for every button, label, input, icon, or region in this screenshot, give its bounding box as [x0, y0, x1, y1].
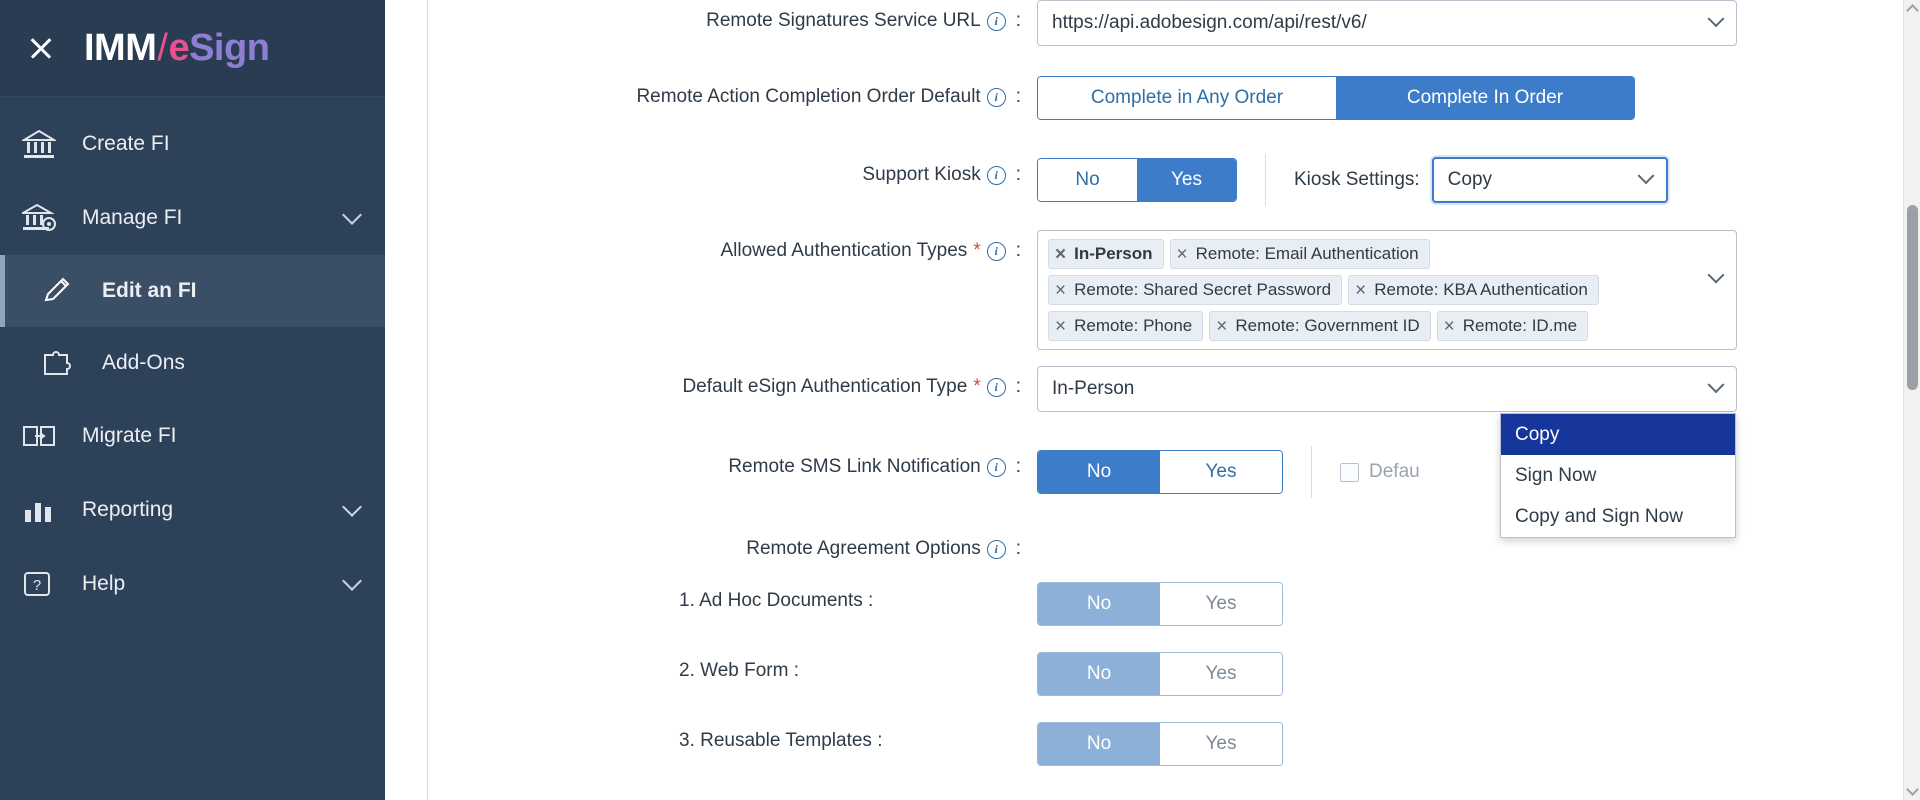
default-auth-value: In-Person	[1052, 378, 1135, 399]
label-default-auth	[567, 364, 1037, 400]
row-ad-hoc-documents	[567, 580, 1920, 642]
info-icon[interactable]: i	[987, 166, 1006, 185]
info-icon[interactable]: i	[987, 12, 1006, 31]
dropdown-item-copy-and-sign-now[interactable]: Copy and Sign Now	[1515, 505, 1683, 527]
label-text: Remote SMS Link Notification	[728, 456, 981, 477]
control-ad-hoc-documents	[1037, 580, 1283, 626]
label-colon: :	[1015, 240, 1021, 261]
svg-text:?: ?	[32, 577, 42, 594]
label-allowed-auth	[567, 228, 1037, 264]
label-colon: :	[1015, 164, 1021, 185]
completion-order-toggle	[1037, 76, 1635, 120]
auth-chip[interactable]	[1170, 239, 1430, 269]
sidebar	[0, 0, 385, 800]
logo-slash: /	[157, 26, 168, 69]
chip-label: Remote: Email Authentication	[1195, 244, 1419, 263]
label-support-kiosk	[567, 152, 1037, 188]
chip-label: Remote: Shared Secret Password	[1074, 280, 1332, 299]
service-url-select[interactable]	[1037, 0, 1737, 46]
control-default-auth	[1037, 364, 1737, 412]
remove-chip-icon[interactable]: ×	[1055, 279, 1067, 301]
sidebar-item-label: Help	[82, 572, 126, 595]
label-text: Remote Agreement Options	[746, 538, 981, 559]
label-reusable-templates: 3. Reusable Templates :	[679, 730, 883, 751]
kiosk-settings-label: Kiosk Settings:	[1294, 169, 1420, 190]
chip-label: Remote: ID.me	[1462, 316, 1578, 335]
chip-label: Remote: KBA Authentication	[1374, 280, 1588, 299]
logo-imm: IMM	[84, 26, 157, 69]
label-completion-order	[567, 74, 1037, 110]
chevron-down-icon[interactable]	[342, 571, 362, 591]
remove-chip-icon[interactable]: ×	[1443, 315, 1455, 337]
migrate-icon	[22, 422, 68, 450]
support-kiosk-option-no[interactable]: No	[1038, 159, 1137, 201]
bank-gear-icon	[22, 203, 68, 233]
dropdown-item-copy[interactable]: Copy	[1501, 414, 1735, 455]
row-service-url	[567, 0, 1920, 60]
control-web-form	[1037, 650, 1283, 696]
sidebar-item-help[interactable]	[0, 547, 385, 621]
web-form-toggle	[1037, 652, 1283, 696]
kiosk-settings-select[interactable]	[1432, 157, 1668, 203]
label-text: Remote Signatures Service URL	[706, 10, 981, 31]
auth-chip[interactable]	[1348, 275, 1599, 305]
label-text: Allowed Authentication Types	[720, 240, 968, 261]
web-form-option-yes[interactable]: Yes	[1160, 653, 1282, 695]
sms-default-checkbox-wrap[interactable]	[1340, 461, 1420, 483]
service-url-value: https://api.adobesign.com/api/rest/v6/	[1052, 12, 1367, 33]
support-kiosk-option-yes[interactable]: Yes	[1137, 159, 1236, 201]
scroll-up-icon[interactable]	[1906, 4, 1919, 17]
control-sms-link	[1037, 444, 1420, 498]
label-colon: :	[1015, 86, 1021, 107]
logo-sign: Sign	[189, 26, 270, 69]
reusable-templates-toggle	[1037, 722, 1283, 766]
label-web-form: 2. Web Form :	[679, 660, 800, 681]
control-reusable-templates	[1037, 720, 1283, 766]
reusable-option-yes[interactable]: Yes	[1160, 723, 1282, 765]
auth-chip[interactable]	[1437, 311, 1588, 341]
chip-label: In-Person	[1074, 244, 1153, 263]
allowed-auth-multiselect[interactable]	[1037, 230, 1737, 350]
default-auth-select[interactable]	[1037, 366, 1737, 412]
label-text: Remote Action Completion Order Default	[636, 86, 981, 107]
pencil-icon	[42, 276, 88, 306]
auth-chip[interactable]	[1048, 311, 1203, 341]
label-sms-link	[567, 444, 1037, 480]
row-web-form	[567, 650, 1920, 712]
chip-label: Remote: Phone	[1074, 316, 1193, 335]
chevron-down-icon[interactable]	[1708, 267, 1725, 284]
chevron-down-icon[interactable]	[342, 497, 362, 517]
required-marker: *	[973, 240, 981, 261]
vertical-scrollbar[interactable]	[1903, 0, 1920, 800]
ad-hoc-documents-toggle	[1037, 582, 1283, 626]
question-icon	[22, 569, 68, 599]
info-icon[interactable]: i	[987, 458, 1006, 477]
bank-icon	[22, 129, 68, 159]
sidebar-item-label: Edit an FI	[102, 279, 197, 302]
ad-hoc-option-yes[interactable]: Yes	[1160, 583, 1282, 625]
sidebar-item-label: Migrate FI	[82, 424, 177, 447]
bar-chart-icon	[22, 496, 68, 524]
control-support-kiosk	[1037, 152, 1668, 206]
sms-link-toggle	[1037, 450, 1283, 494]
scrollbar-thumb[interactable]	[1907, 205, 1918, 390]
logo-e: e	[168, 26, 190, 69]
sms-default-checkbox-label: Defau	[1369, 461, 1420, 482]
remove-chip-icon[interactable]: ×	[1055, 315, 1067, 337]
row-completion-order	[567, 74, 1920, 136]
chip-label: Remote: Government ID	[1235, 316, 1420, 335]
support-kiosk-toggle	[1037, 158, 1237, 202]
remove-chip-icon[interactable]: ×	[1216, 315, 1228, 337]
label-colon: :	[1015, 376, 1021, 397]
sidebar-item-label: Add-Ons	[102, 351, 185, 374]
scroll-down-icon[interactable]	[1906, 783, 1919, 796]
control-completion-order	[1037, 74, 1635, 120]
auth-chip[interactable]	[1048, 239, 1164, 269]
remove-chip-icon[interactable]: ×	[1176, 243, 1188, 265]
control-service-url	[1037, 0, 1737, 46]
main-content	[427, 0, 1920, 800]
label-text: Default eSign Authentication Type	[682, 376, 968, 397]
auth-chip[interactable]	[1209, 311, 1430, 341]
label-text: Support Kiosk	[862, 164, 981, 185]
label-remote-agreement	[567, 526, 1037, 562]
auth-chip[interactable]	[1048, 275, 1342, 305]
sms-link-option-no[interactable]: No	[1038, 451, 1160, 493]
label-colon: :	[1015, 10, 1021, 31]
reusable-option-no[interactable]: No	[1038, 723, 1160, 765]
kiosk-settings-value: Copy	[1447, 169, 1493, 190]
completion-order-option-any[interactable]: Complete in Any Order	[1038, 77, 1336, 119]
sidebar-item-label: Create FI	[82, 132, 170, 155]
kiosk-settings-dropdown-menu[interactable]	[1500, 413, 1736, 538]
vertical-divider	[1265, 154, 1266, 206]
chevron-down-icon	[1708, 376, 1725, 393]
label-colon: :	[1015, 538, 1021, 559]
remove-chip-icon[interactable]: ×	[1055, 243, 1067, 265]
sidebar-item-manage-fi[interactable]	[0, 181, 385, 255]
close-icon[interactable]	[22, 29, 60, 67]
vertical-divider	[1311, 446, 1312, 498]
sidebar-item-migrate-fi[interactable]	[0, 399, 385, 473]
sidebar-item-edit-an-fi[interactable]	[0, 255, 385, 327]
fi-settings-form	[427, 0, 1920, 782]
puzzle-icon	[42, 349, 88, 377]
ad-hoc-option-no[interactable]: No	[1038, 583, 1160, 625]
control-allowed-auth	[1037, 228, 1737, 350]
info-icon[interactable]: i	[987, 242, 1006, 261]
left-gutter	[385, 0, 427, 800]
row-allowed-auth	[567, 228, 1920, 350]
info-icon[interactable]: i	[987, 540, 1006, 559]
completion-order-option-inorder[interactable]: Complete In Order	[1336, 77, 1634, 119]
sidebar-item-reporting[interactable]	[0, 473, 385, 547]
checkbox-icon[interactable]	[1340, 463, 1359, 482]
app-logo	[84, 27, 269, 70]
label-ad-hoc-documents: 1. Ad Hoc Documents :	[679, 590, 874, 611]
sidebar-item-create-fi[interactable]	[0, 107, 385, 181]
sidebar-nav	[0, 97, 385, 621]
label-service-url	[567, 0, 1037, 34]
chevron-down-icon[interactable]	[342, 205, 362, 225]
web-form-option-no[interactable]: No	[1038, 653, 1160, 695]
sms-link-option-yes[interactable]: Yes	[1160, 451, 1282, 493]
label-colon: :	[1015, 456, 1021, 477]
remove-chip-icon[interactable]: ×	[1355, 279, 1367, 301]
sidebar-header	[0, 0, 385, 97]
chevron-down-icon	[1708, 10, 1725, 27]
sidebar-item-add-ons[interactable]	[0, 327, 385, 399]
chevron-down-icon	[1637, 167, 1654, 184]
row-reusable-templates	[567, 720, 1920, 782]
info-icon[interactable]: i	[987, 378, 1006, 397]
sidebar-item-label: Manage FI	[82, 206, 183, 229]
info-icon[interactable]: i	[987, 88, 1006, 107]
dropdown-item-sign-now[interactable]: Sign Now	[1515, 464, 1597, 486]
required-marker: *	[973, 376, 981, 397]
row-support-kiosk	[567, 152, 1920, 214]
sidebar-item-label: Reporting	[82, 498, 174, 521]
